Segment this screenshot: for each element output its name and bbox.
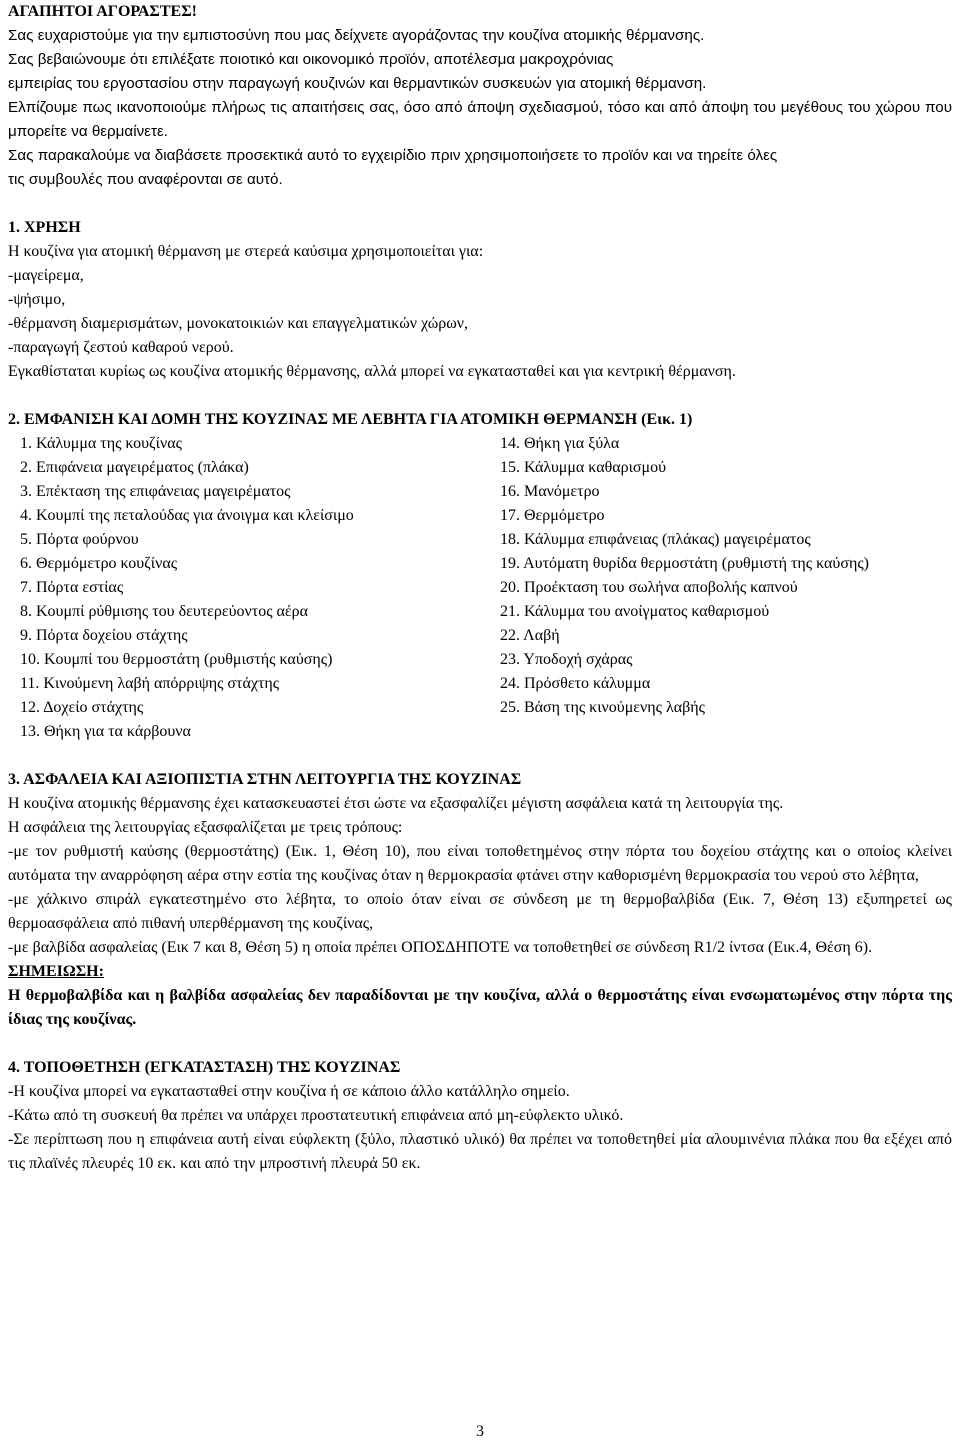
part-item: 9. Πόρτα δοχείου στάχτης: [20, 627, 188, 644]
part-item: 18. Κάλυμμα επιφάνειας (πλάκας) μαγειρέματος: [500, 531, 811, 548]
section-4-line: -Σε περίπτωση που η επιφάνεια αυτή είναι εύφλεκτη (ξύλο, πλαστικό υλικό) θα πρέπει να τοποθετηθεί μία αλουμινένια πλάκα που θα εξέχει από τις πλαϊνές πλευρές 10 εκ. και από την μπροστινή πλευρά 50 εκ.: [8, 1131, 952, 1172]
section-4-heading: 4. ΤΟΠΟΘΕΤΗΣΗ (ΕΓΚΑΤΑΣΤΑΣΗ) ΤΗΣ ΚΟΥΖΙΝΑΣ: [8, 1059, 401, 1076]
section-1-line: -ψήσιμο,: [8, 291, 66, 308]
part-item: 1. Κάλυμμα της κουζίνας: [20, 435, 182, 452]
part-item: 12. Δοχείο στάχτης: [20, 699, 144, 716]
section-1-line: Η κουζίνα για ατομική θέρμανση με στερεά καύσιμα χρησιμοποιείται για:: [8, 243, 484, 260]
part-item: 3. Επέκταση της επιφάνειας μαγειρέματος: [20, 483, 291, 500]
intro-line: Σας παρακαλούμε να διαβάσετε προσεκτικά αυτό το εγχειρίδιο πριν χρησιμοποιήσετε το προϊόν και να τηρείτε όλες: [8, 147, 778, 164]
intro-title: ΑΓΑΠΗΤΟΙ ΑΓΟΡΑΣΤΕΣ!: [8, 3, 197, 20]
parts-list-right: [500, 432, 920, 720]
page-number: 3: [476, 1423, 484, 1440]
part-item: 13. Θήκη για τα κάρβουνα: [20, 723, 191, 740]
intro-line: τις συμβουλές που αναφέρονται σε αυτό.: [8, 171, 283, 188]
note-label: ΣΗΜΕΙΩΣΗ:: [8, 963, 104, 980]
intro-line: Σας βεβαιώνουμε ότι επιλέξατε ποιοτικό και οικονομικό προϊόν, αποτέλεσμα μακροχρόνιας: [8, 51, 614, 68]
part-item: 21. Κάλυμμα του ανοίγματος καθαρισμού: [500, 603, 770, 620]
intro-line: Σας ευχαριστούμε για την εμπιστοσύνη που μας δείχνετε αγοράζοντας την κουζίνα ατομικής θέρμανσης.: [8, 27, 705, 44]
part-item: 25. Βάση της κινούμενης λαβής: [500, 699, 705, 716]
part-item: 6. Θερμόμετρο κουζίνας: [20, 555, 178, 572]
part-item: 5. Πόρτα φούρνου: [20, 531, 139, 548]
section-1-line: -παραγωγή ζεστού καθαρού νερού.: [8, 339, 234, 356]
part-item: 4. Κουμπί της πεταλούδας για άνοιγμα και κλείσιμο: [20, 507, 354, 524]
section-1-line: Εγκαθίσταται κυρίως ως κουζίνα ατομικής θέρμανσης, αλλά μπορεί να εγκατασταθεί και για κεντρική θέρμανση.: [8, 363, 736, 380]
section-3-line: -με βαλβίδα ασφαλείας (Εικ 7 και 8, Θέση 5) η οποία πρέπει ΟΠΟΣΔΗΠΟΤΕ να τοποθετηθεί σε σύνδεση R1/2 ίντσα (Εικ.4, Θέση 6).: [8, 939, 873, 956]
part-item: 16. Μανόμετρο: [500, 483, 600, 500]
part-item: 2. Επιφάνεια μαγειρέματος (πλάκα): [20, 459, 249, 476]
note-text: Η θερμοβαλβίδα και η βαλβίδα ασφαλείας δεν παραδίδονται με την κουζίνα, αλλά ο θερμοστάτης είναι ενσωματωμένος στην πόρτα της ίδιας της κουζίνας.: [8, 987, 952, 1028]
spacer: [8, 192, 952, 216]
part-item: 10. Κουμπί του θερμοστάτη (ρυθμιστής καύσης): [20, 651, 333, 668]
section-3-heading: 3. ΑΣΦΑΛΕΙΑ ΚΑΙ ΑΞΙΟΠΙΣΤΙΑ ΣΤΗΝ ΛΕΙΤΟΥΡΓΙΑ ΤΗΣ ΚΟΥΖΙΝΑΣ: [8, 771, 522, 788]
section-3-line: -με τον ρυθμιστή καύσης (θερμοστάτης) (Εικ. 1, Θέση 10), που είναι τοποθετημένος στην πόρτα του δοχείου στάχτης και ο οποίος κλείνει αυτόματα την αναρρόφηση αέρα στην εστία της κουζίνας όταν η θερμοκρασία φτάνει στην καθορισμένη θερμοκρασία του νερού στο λέβητα,: [8, 843, 952, 884]
part-item: 14. Θήκη για ξύλα: [500, 435, 620, 452]
document-page: [8, 0, 952, 1176]
part-item: 23. Υποδοχή σχάρας: [500, 651, 633, 668]
section-1-line: -θέρμανση διαμερισμάτων, μονοκατοικιών και επαγγελματικών χώρων,: [8, 315, 469, 332]
part-item: 20. Προέκταση του σωλήνα αποβολής καπνού: [500, 579, 798, 596]
part-item: 15. Κάλυμμα καθαρισμού: [500, 459, 667, 476]
part-item: 19. Αυτόματη θυρίδα θερμοστάτη (ρυθμιστή της καύσης): [500, 555, 869, 572]
part-item: 17. Θερμόμετρο: [500, 507, 605, 524]
part-item: 11. Κινούμενη λαβή απόρριψης στάχτης: [20, 675, 280, 692]
parts-list-left: [8, 432, 442, 744]
section-4-line: -Κάτω από τη συσκευή θα πρέπει να υπάρχει προστατευτική επιφάνεια από μη-εύφλεκτο υλικό.: [8, 1107, 624, 1124]
section-3-line: Η κουζίνα ατομικής θέρμανσης έχει κατασκευαστεί έτσι ώστε να εξασφαλίζει μέγιστη ασφάλεια κατά τη λειτουργία της.: [8, 795, 784, 812]
part-item: 8. Κουμπί ρύθμισης του δευτερεύοντος αέρα: [20, 603, 308, 620]
part-item: 24. Πρόσθετο κάλυμμα: [500, 675, 651, 692]
section-2-heading: 2. ΕΜΦΑΝΙΣΗ ΚΑΙ ΔΟΜΗ ΤΗΣ ΚΟΥΖΙΝΑΣ ΜΕ ΛΕΒΗΤΑ ΓΙΑ ΑΤΟΜΙΚΗ ΘΕΡΜΑΝΣΗ (Εικ. 1): [8, 411, 693, 428]
spacer: [8, 1032, 952, 1056]
spacer: [8, 384, 952, 408]
section-1-line: -μαγείρεμα,: [8, 267, 84, 284]
section-1-heading: 1. ΧΡΗΣΗ: [8, 219, 81, 236]
section-3-line: -με χάλκινο σπιράλ εγκατεστημένο στο λέβητα, το οποίο όταν είναι σε σύνδεση με τη θερμοβαλβίδα (Εικ. 7, Θέση 13) εξυπηρετεί ως θερμοασφάλεια από πιθανή υπερθέρμανση της κουζίνας,: [8, 891, 952, 932]
part-item: 7. Πόρτα εστίας: [20, 579, 124, 596]
parts-list: [8, 432, 952, 768]
part-item: 22. Λαβή: [500, 627, 560, 644]
intro-line: εμπειρίας του εργοστασίου στην παραγωγή κουζινών και θερμαντικών συσκευών για ατομική θέρμανση.: [8, 75, 707, 92]
section-4-line: -Η κουζίνα μπορεί να εγκατασταθεί στην κουζίνα ή σε κάποιο άλλο κατάλληλο σημείο.: [8, 1083, 570, 1100]
intro-line: Ελπίζουμε πως ικανοποιούμε πλήρως τις απαιτήσεις σας, όσο από άποψη σχεδιασμού, τόσο και από άποψη του μεγέθους του χώρου που μπορείτε να θερμαίνετε.: [8, 99, 952, 140]
section-3-line: Η ασφάλεια της λειτουργίας εξασφαλίζεται με τρεις τρόπους:: [8, 819, 403, 836]
